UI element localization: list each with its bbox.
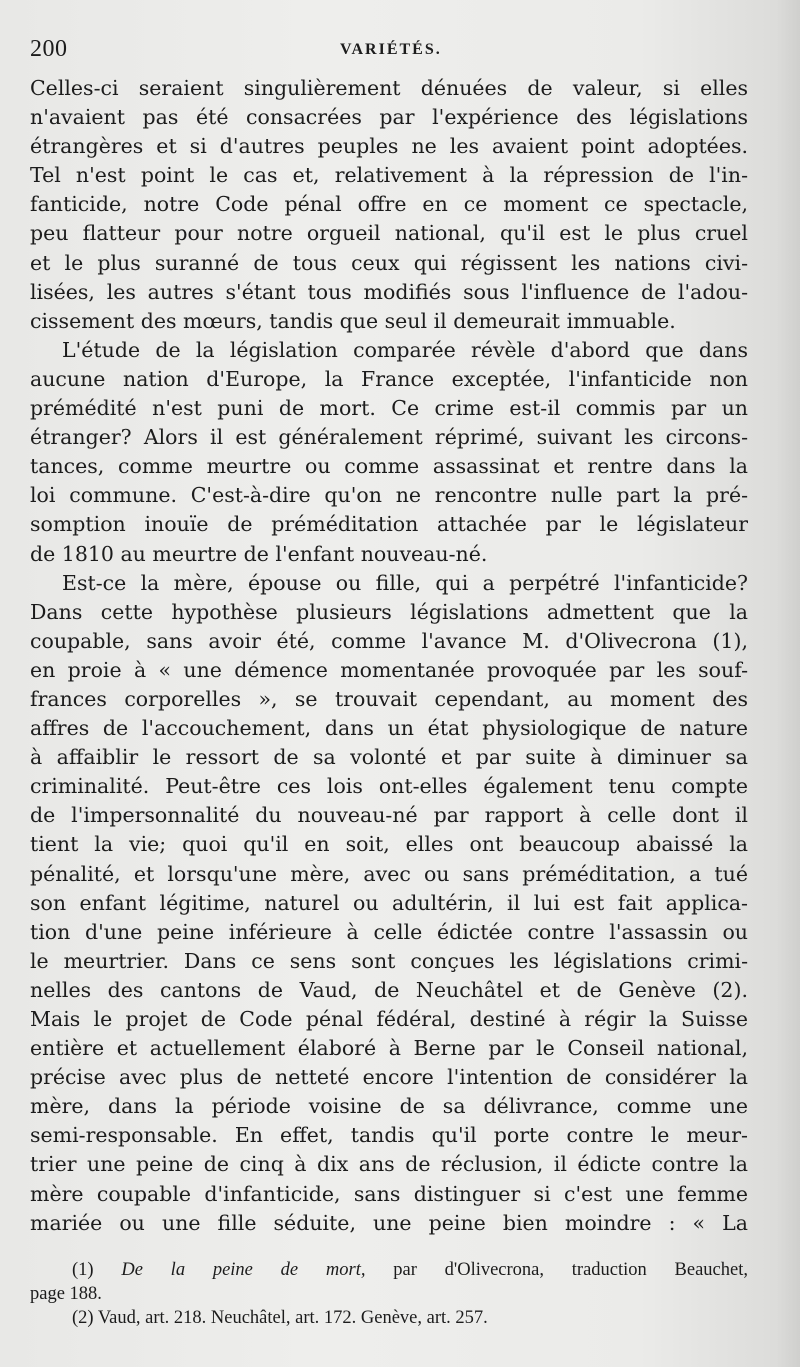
text-line: affres de l'accouchement, dans un état physiologique de nature [30, 716, 748, 741]
text-line: Mais le projet de Code pénal fédéral, destiné à régir la Suisse [30, 1007, 748, 1031]
text-line: fanticide, notre Code pénal offre en ce moment ce spectacle, [30, 192, 748, 217]
footnote-2: (2) Vaud, art. 218. Neuchâtel, art. 172. Genève, art. 257. [72, 1308, 488, 1328]
text-line: Dans cette hypothèse plusieurs législations admettent que la [30, 599, 748, 624]
footnote-1-title: De la peine de mort, [121, 1260, 366, 1280]
text-line: en proie à « une démence momentanée provoquée par les souf- [30, 657, 748, 682]
text-line: son enfant légitime, naturel ou adultérin, il lui est fait applica- [30, 890, 748, 915]
text-line: lisées, les autres s'étant tous modifiés sous l'influence de l'adou- [30, 279, 748, 304]
text-line: Celles-ci seraient singulièrement dénuées de valeur, si elles [30, 76, 748, 100]
text-line: le meurtrier. Dans ce sens sont conçues les législations crimi- [30, 948, 748, 973]
text-line: peu flatteur pour notre orgueil national, qu'il est le plus cruel [30, 221, 748, 246]
text-line: étrangères et si d'autres peuples ne les avaient point adoptées. [30, 134, 748, 159]
text-line: prémédité n'est puni de mort. Ce crime est-il commis par un [30, 396, 748, 421]
text-line: aucune nation d'Europe, la France exceptée, l'infanticide non [30, 366, 748, 391]
text-line: nelles des cantons de Vaud, de Neuchâtel et de Genève (2). [30, 977, 748, 1002]
page-header [30, 36, 750, 66]
body-text [30, 74, 748, 1238]
footnote-1 [30, 1258, 748, 1282]
text-line: frances corporelles », se trouvait cependant, au moment des [30, 686, 748, 711]
text-line: tion d'une peine inférieure à celle édictée contre l'assassin ou [30, 919, 748, 944]
footnote-1-continuation: page 188. [30, 1284, 102, 1304]
text-line: coupable, sans avoir été, comme l'avance M. d'Olivecrona (1), [30, 628, 748, 653]
text-line: étranger? Alors il est généralement réprimé, suivant les circons- [30, 425, 748, 450]
text-line: précise avec plus de netteté encore l'intention de considérer la [30, 1065, 748, 1090]
text-line: n'avaient pas été consacrées par l'expérience des législations [30, 105, 748, 130]
text-line: de l'impersonnalité du nouveau-né par rapport à celle dont il [30, 803, 748, 828]
text-line: tances, comme meurtre ou comme assassinat et rentre dans la [30, 454, 748, 479]
footnotes [30, 1258, 748, 1330]
text-line: semi-responsable. En effet, tandis qu'il porte contre le meur- [30, 1123, 748, 1148]
page-number: 200 [30, 36, 68, 62]
text-line: à affaiblir le ressort de sa volonté et par suite à diminuer sa [30, 745, 748, 770]
text-line: tient la vie; quoi qu'il en soit, elles ont beaucoup abaissé la [30, 832, 748, 857]
text-line: L'étude de la législation comparée révèle d'abord que dans [62, 337, 748, 362]
text-line: entière et actuellement élaboré à Berne par le Conseil national, [30, 1036, 748, 1061]
running-head: VARIÉTÉS. [340, 41, 442, 58]
text-line: mère, dans la période voisine de sa délivrance, comme une [30, 1094, 748, 1119]
footnote-1-number: (1) [72, 1260, 94, 1280]
text-line: de 1810 au meurtre de l'enfant nouveau-né. [30, 541, 488, 566]
text-line: criminalité. Peut-être ces lois ont-elles également tenu compte [30, 774, 748, 799]
text-line: loi commune. C'est-à-dire qu'on ne rencontre nulle part la pré- [30, 483, 748, 508]
text-line: pénalité, et lorsqu'une mère, avec ou sans préméditation, a tué [30, 861, 748, 886]
text-line: mère coupable d'infanticide, sans distinguer si c'est une femme [30, 1181, 748, 1206]
text-line: trier une peine de cinq à dix ans de réclusion, il édicte contre la [30, 1152, 748, 1177]
text-line: mariée ou une fille séduite, une peine bien moindre : « La [30, 1210, 748, 1235]
text-line: cissement des mœurs, tandis que seul il demeurait immuable. [30, 308, 676, 333]
footnote-1-text: par d'Olivecrona, traduction Beauchet, [393, 1260, 748, 1280]
text-line: Tel n'est point le cas et, relativement à la répression de l'in- [30, 163, 748, 188]
text-line: Est-ce la mère, épouse ou fille, qui a perpétré l'infanticide? [62, 570, 748, 595]
text-line: et le plus suranné de tous ceux qui régissent les nations civi- [30, 250, 748, 275]
text-line: somption inouïe de préméditation attachée par le législateur [30, 512, 748, 537]
